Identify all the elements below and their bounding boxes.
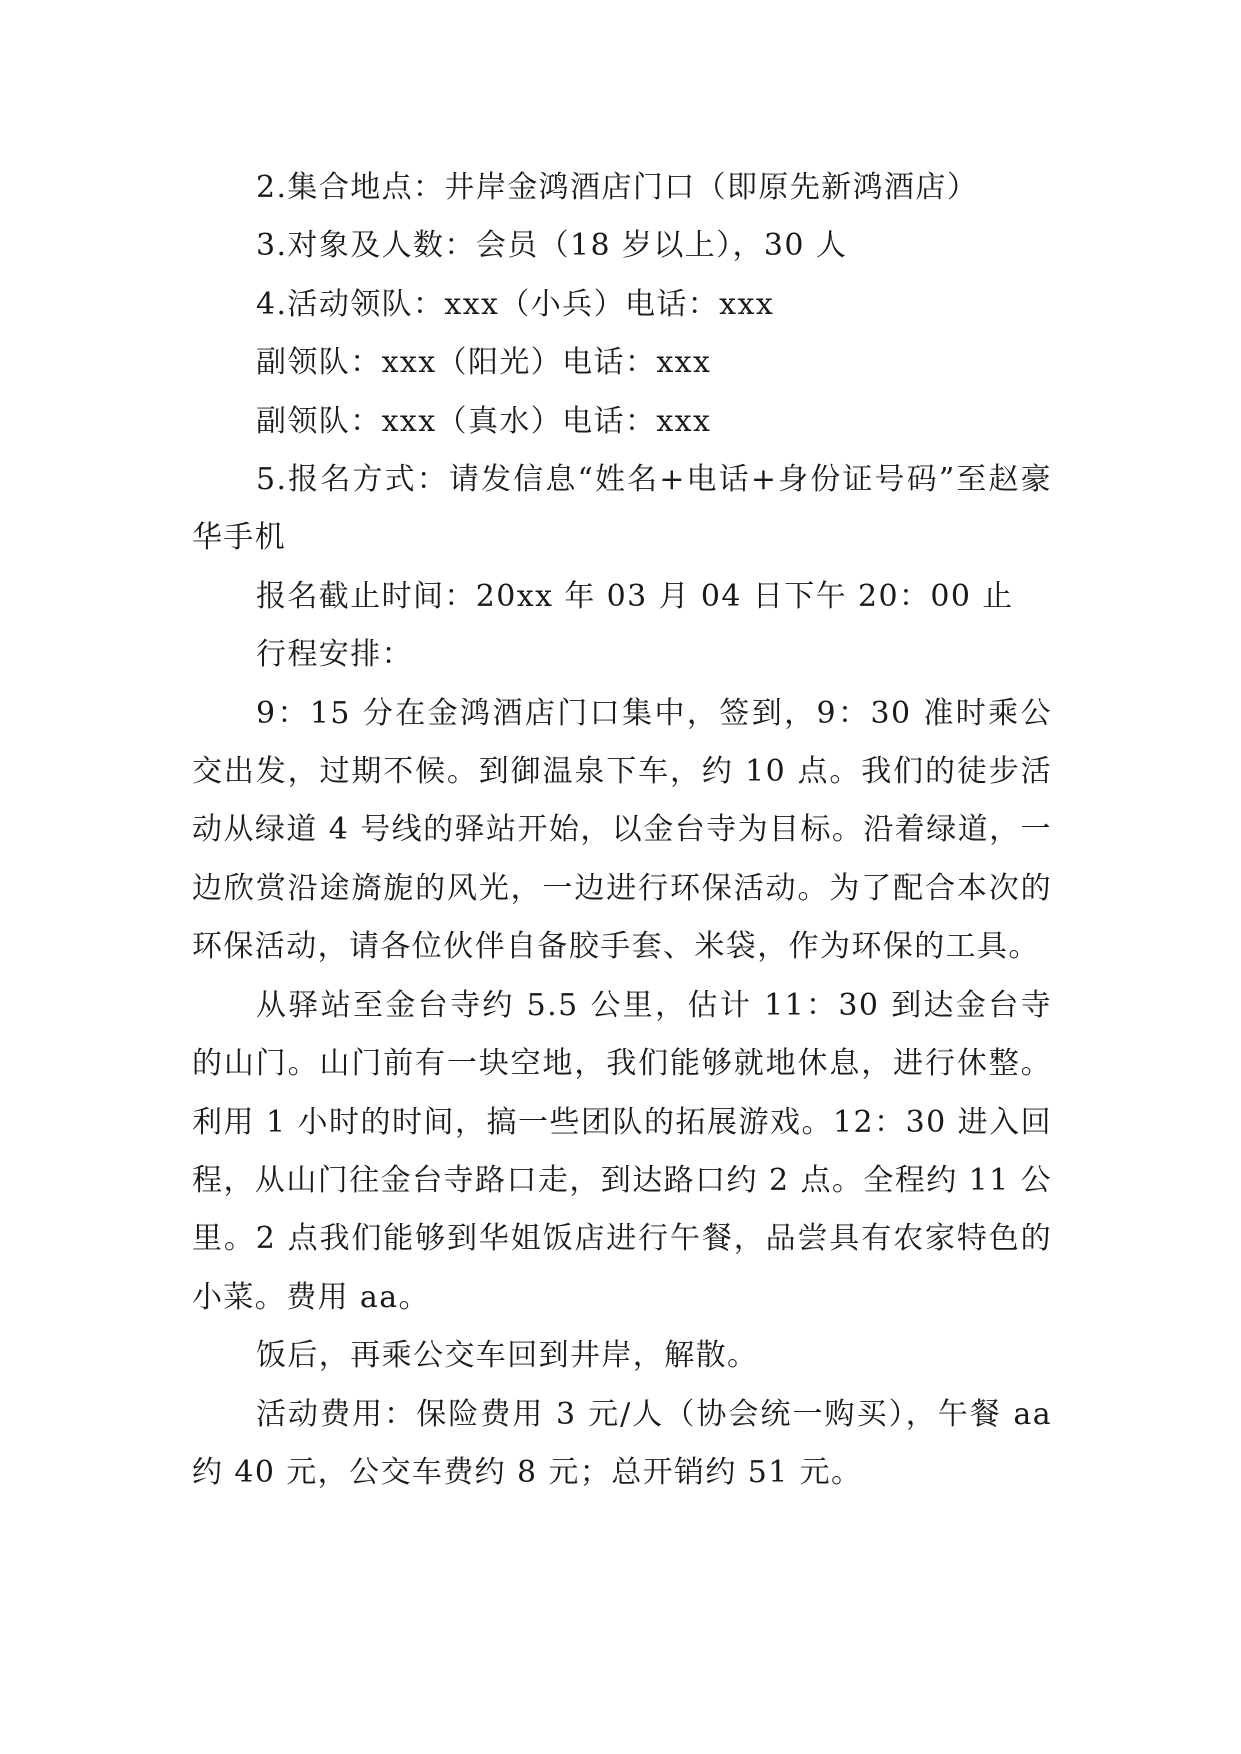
signup-deadline-line: 报名截止时间：20xx 年 03 月 04 日下午 20：00 止 bbox=[256, 578, 1014, 614]
itinerary-paragraph-1: 9：15 分在金鸿酒店门口集中，签到，9：30 准时乘公交出发，过期不候。到御温泉下车，约 10 点。我们的徒步活动从绿道 4 号线的驿站开始，以金台寺为目标。沿着绿道，一边欣赏沿途旖旎的风光，一边进行环保活动。为了配合本次的环保活动，请各位伙伴自备胶手套、米袋，作为环保的工具。 bbox=[192, 695, 1052, 965]
signup-method-paragraph: 5.报名方式：请发信息“姓名+电话+身份证号码”至赵豪华手机 bbox=[192, 462, 1052, 556]
deputy-leader-line-1: 副领队：xxx（阳光）电话：xxx bbox=[256, 345, 712, 381]
itinerary-paragraph-3: 饭后，再乘公交车回到井岸，解散。 bbox=[256, 1338, 759, 1374]
itinerary-paragraph-2: 从驿站至金台寺约 5.5 公里，估计 11：30 到达金台寺的山门。山门前有一块空地，我们能够就地休息，进行休整。利用 1 小时的时间，搞一些团队的拓展游戏。12：30 进入回程，从山门往金台寺路口走，到达路口约 2 点。全程约 11 公里。2 点我们能够到华姐饭店进行午餐，品尝具有农家特色的小菜。费用 aa。 bbox=[192, 987, 1052, 1315]
document-body bbox=[192, 159, 1052, 1502]
leader-line: 4.活动领队：xxx（小兵）电话：xxx bbox=[256, 286, 775, 322]
meeting-place-line: 2.集合地点：井岸金鸿酒店门口（即原先新鸿酒店） bbox=[256, 170, 979, 205]
itinerary-heading: 行程安排： bbox=[256, 637, 413, 673]
participants-line: 3.对象及人数：会员（18 岁以上），30 人 bbox=[256, 228, 848, 264]
deputy-leader-line-2: 副领队：xxx（真水）电话：xxx bbox=[256, 403, 712, 439]
fees-paragraph: 活动费用：保险费用 3 元/人（协会统一购买），午餐 aa 约 40 元，公交车费约 8 元；总开销约 51 元。 bbox=[192, 1396, 1052, 1490]
